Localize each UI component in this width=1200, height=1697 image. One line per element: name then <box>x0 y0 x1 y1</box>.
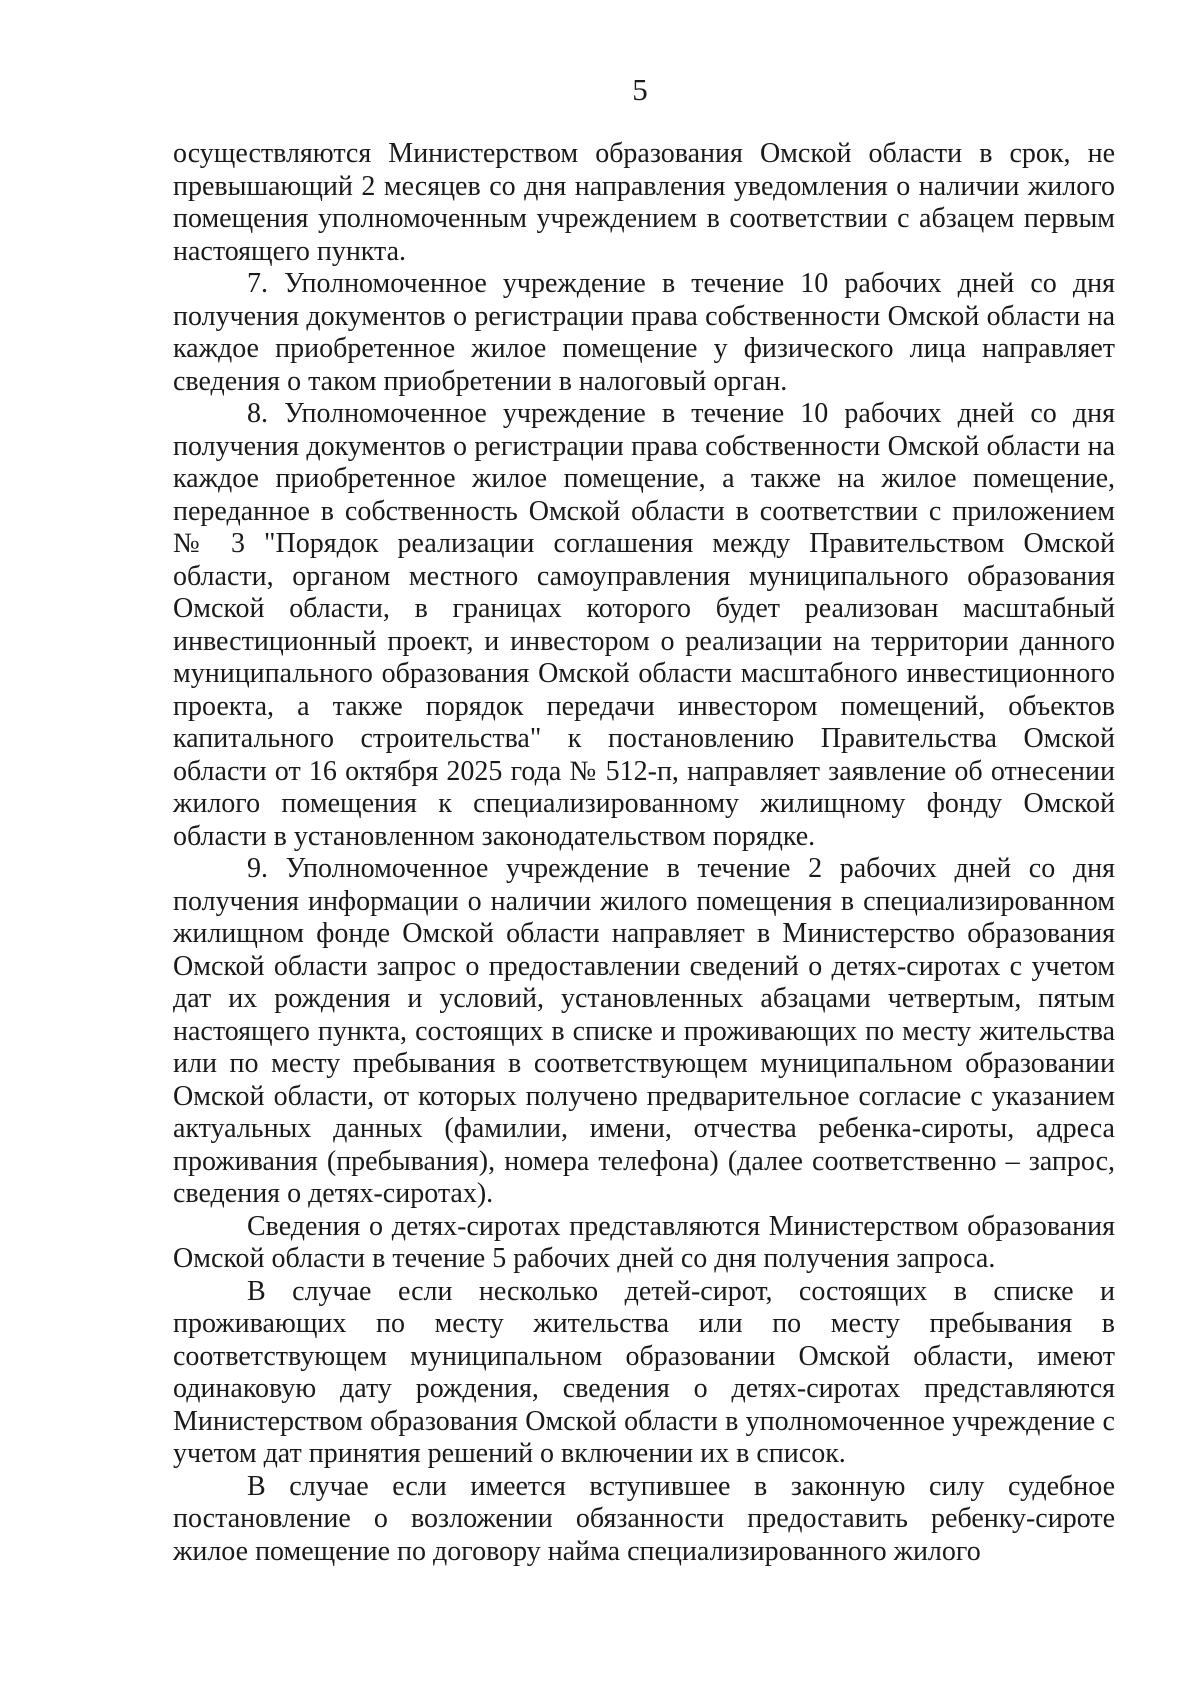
document-body <box>173 138 1115 1568</box>
paragraph-item-9: 9. Уполномоченное учреждение в течение 2 рабочих дней со дня получения информации о наличии жилого помещения в специализированном жилищном фонде Омской области направляет в Министерство образования Омской области запрос о предоставлении сведений о детях-сиротах с учетом дат их рождения и условий, установленных абзацами четвертым, пятым настоящего пункта, состоящих в списке и проживающих по месту жительства или по месту пребывания в соответствующем муниципальном образовании Омской области, от которых получено предварительное согласие с указанием актуальных данных (фамилии, имени, отчества ребенка-сироты, адреса проживания (пребывания), номера телефона) (далее соответственно – запрос, сведения о детях-сиротах). <box>173 853 1115 1209</box>
paragraph-continuation: осуществляются Министерством образования Омской области в срок, не превышающий 2 месяцев со дня направления уведомления о наличии жилого помещения уполномоченным учреждением в соответствии с абзацем первым настоящего пункта. <box>173 138 1115 267</box>
paragraph-same-birthdate: В случае если несколько детей-сирот, состоящих в списке и проживающих по месту жительства или по месту пребывания в соответствующем муниципальном образовании Омской области, имеют одинаковую дату рождения, сведения о детях-сиротах представляются Министерством образования Омской области в уполномоченное учреждение с учетом дат принятия решений о включении их в список. <box>173 1275 1115 1469</box>
page-number: 5 <box>632 72 648 107</box>
paragraph-item-7: 7. Уполномоченное учреждение в течение 10 рабочих дней со дня получения документов о регистрации права собственности Омской области на каждое приобретенное жилое помещение у физического лица направляет сведения о таком приобретении в налоговый орган. <box>173 268 1115 397</box>
paragraph-court-ruling: В случае если имеется вступившее в законную силу судебное постановление о возложении обязанности предоставить ребенку-сироте жилое помещение по договору найма специализированного жилого <box>173 1470 1115 1567</box>
paragraph-orphan-info-deadline: Сведения о детях-сиротах представляются Министерством образования Омской области в течение 5 рабочих дней со дня получения запроса. <box>173 1210 1115 1274</box>
paragraph-item-8: 8. Уполномоченное учреждение в течение 10 рабочих дней со дня получения документов о регистрации права собственности Омской области на каждое приобретенное жилое помещение, а также на жилое помещение, переданное в собственность Омской области в соответствии с приложением № 3 "Порядок реализации соглашения между Правительством Омской области, органом местного самоуправления муниципального образования Омской области, в границах которого будет реализован масштабный инвестиционный проект, и инвестором о реализации на территории данного муниципального образования Омской области масштабного инвестиционного проекта, а также порядок передачи инвестором помещений, объектов капитального строительства" к постановлению Правительства Омской области от 16 октября 2025 года № 512-п, направляет заявление об отнесении жилого помещения к специализированному жилищному фонду Омской области в установленном законодательством порядке. <box>173 398 1115 852</box>
